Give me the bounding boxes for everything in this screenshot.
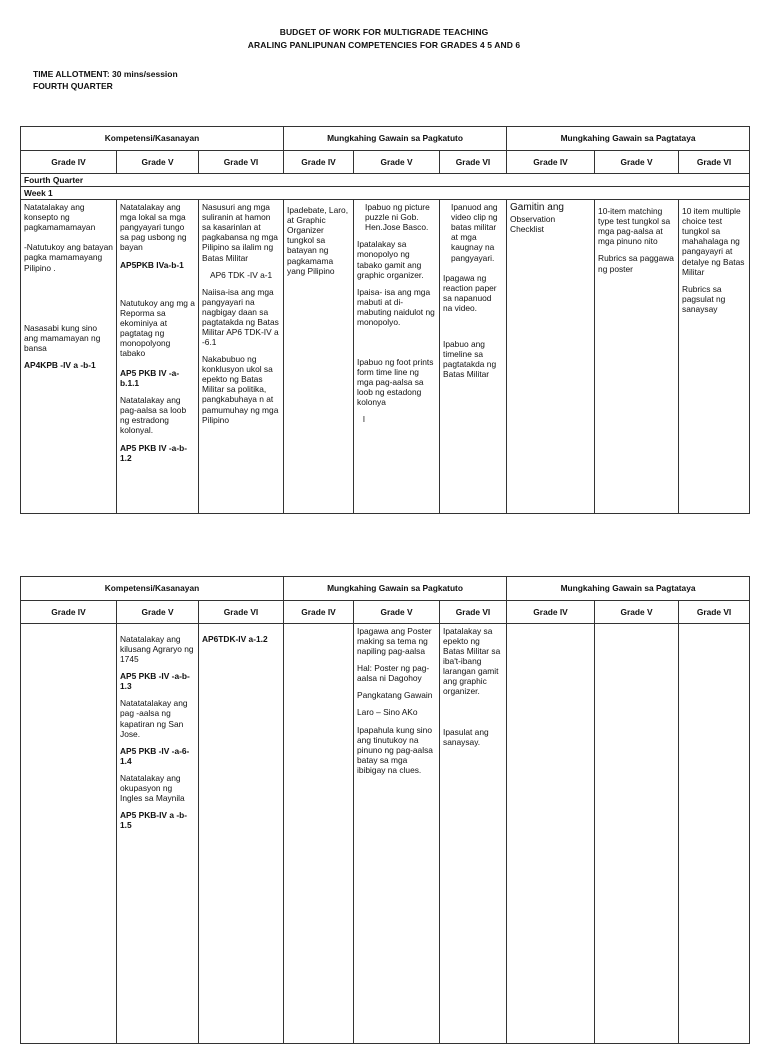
header-pagkatuto: Mungkahing Gawain sa Pagkatuto [284, 127, 507, 151]
header-pagtataya: Mungkahing Gawain sa Pagtataya [507, 127, 750, 151]
cell-text: Ipagawa ng reaction paper sa napanuod na video. [443, 272, 497, 313]
cell-kompetensi-g6 [199, 624, 284, 1044]
cell-text: Nakabubuo ng konklusyon ukol sa epekto ng Batas Militar sa politika, pangkabuhaya n at pamumuhay ng mga Pilipino [202, 354, 279, 425]
cell-kompetensi-g5 [117, 200, 199, 514]
competency-code: AP5 PKB -IV -a-6-1.4 [120, 745, 190, 766]
week-row: Week 1 [21, 187, 750, 200]
cell-text: Ipatalakay sa monopolyo ng tabako gamit ang graphic organizer. [357, 239, 424, 280]
cell-pagkatuto-g4 [284, 624, 354, 1044]
cell-text: Naiisa-isa ang mga pangyayari na nagbigay daan sa pagtatakda ng Batas Militar AP6 TDK-IV a -6.1 [202, 286, 279, 348]
grade-header: Grade V [595, 601, 679, 624]
cell-text: Natatalakay ang konsepto ng pagkamamamayan [24, 202, 96, 233]
grade-header: Grade VI [199, 151, 284, 174]
header-kompetensi: Kompetensi/Kasanayan [21, 127, 284, 151]
header-pagtataya: Mungkahing Gawain sa Pagtataya [507, 577, 750, 601]
grade-header: Grade V [117, 601, 199, 624]
competency-code: AP5 PKB IV -a-b.1.1 [120, 368, 180, 389]
grade-header: Grade V [117, 151, 199, 174]
competency-code: AP4KPB -IV a -b-1 [24, 359, 96, 370]
cell-pagtataya-g6 [679, 200, 750, 514]
cell-text: Natutukoy ang mg a Reporma sa ekominiya at pagtatag ng monopolyong tabako [120, 297, 195, 359]
competency-code: AP5 PKB -IV -a-b-1.3 [120, 671, 190, 692]
grade-header: Grade V [595, 151, 679, 174]
cell-kompetensi-g4 [21, 624, 117, 1044]
cell-text: 10 item multiple choice test tungkol sa mahahalaga ng pangayayri at detalye ng Batas Militar [682, 206, 745, 277]
cell-pagkatuto-g4 [284, 200, 354, 514]
cell-pagtataya-g4 [507, 624, 595, 1044]
cell-kompetensi-g5 [117, 624, 199, 1044]
budget-table-page2 [20, 576, 750, 1044]
cell-text: Ipasulat ang sanaysay. [443, 726, 489, 747]
cell-text: Laro – Sino AKo [357, 707, 418, 718]
cell-text: Ipadebate, Laro, at Graphic Organizer tungkol sa batayan ng pagkamama yang Pilipino [287, 205, 349, 276]
cell-text: -Natutukoy ang batayan pagka mamamayang Pilipino . [24, 242, 113, 273]
cell-text: Hal: Poster ng pag-aalsa ni Dagohoy [357, 663, 430, 684]
cell-text: Pangkatang Gawain [357, 690, 433, 701]
cell-text: Ipabuo ang timeline sa pagtatakda ng Batas Militar [443, 338, 497, 380]
grade-header: Grade V [354, 151, 440, 174]
document-title-line1: BUDGET OF WORK FOR MULTIGRADE TEACHING [279, 27, 489, 37]
grade-header: Grade IV [284, 601, 354, 624]
cell-pagkatuto-g6 [440, 200, 507, 514]
competency-code: AP5 PKB IV -a-b-1.2 [120, 442, 188, 463]
cell-text: l [363, 414, 365, 425]
grade-header: Grade IV [284, 151, 354, 174]
cell-text: Natatalakay ang okupasyon ng Ingles sa Maynila [120, 772, 185, 804]
competency-code: AP5 PKB-IV a -b-1.5 [120, 810, 188, 831]
cell-pagkatuto-g5 [354, 200, 440, 514]
cell-text: Natatalakay ang mga lokal sa mga pangyayari tungo sa pag usbong ng bayan [120, 202, 187, 253]
cell-kompetensi-g6 [199, 200, 284, 514]
time-allotment: TIME ALLOTMENT: 30 mins/session [33, 69, 178, 79]
grade-header: Grade IV [21, 601, 117, 624]
cell-text: Ipabuo ng picture puzzle ni Gob. Hen.Jose Basco. [365, 202, 430, 233]
cell-pagtataya-g4 [507, 200, 595, 514]
cell-text: Observation Checklist [510, 214, 556, 235]
competency-code: AP6 TDK -IV a-1 [210, 269, 273, 280]
quarter-label: FOURTH QUARTER [33, 81, 113, 91]
competency-code: AP5PKB IVa-b-1 [120, 259, 184, 270]
cell-text: Rubrics sa paggawa ng poster [598, 253, 674, 274]
grade-header: Grade IV [507, 601, 595, 624]
cell-pagkatuto-g5 [354, 624, 440, 1044]
cell-text: Ipagawa ang Poster making sa tema ng napiling pag-aalsa [357, 626, 432, 657]
grade-header: Grade IV [21, 151, 117, 174]
cell-text: Nasusuri ang mga suliranin at hamon sa kasarinlan at pagkabansa ng mga Pilipino sa ilalim ng Batas Militar [202, 202, 278, 263]
cell-text: Ipaisa- isa ang mga mabuti at di-mabuting naidulot ng monopolyo. [357, 286, 435, 327]
cell-kompetensi-g4 [21, 200, 117, 514]
cell-text: 10-item matching type test tungkol sa mga pag-aalsa at mga pinuno nito [598, 206, 671, 247]
budget-table-page1 [20, 126, 750, 514]
table-row [21, 200, 750, 514]
section-row: Fourth Quarter [21, 174, 750, 187]
cell-pagtataya-g5 [595, 200, 679, 514]
cell-text: Gamitin ang [510, 202, 564, 214]
cell-text: Natatalakay ang kilusang Agraryo ng 1745 [120, 634, 194, 665]
grade-header: Grade VI [440, 151, 507, 174]
header-pagkatuto: Mungkahing Gawain sa Pagkatuto [284, 577, 507, 601]
header-kompetensi: Kompetensi/Kasanayan [21, 577, 284, 601]
cell-pagtataya-g5 [595, 624, 679, 1044]
cell-text: Nasasabi kung sino ang mamamayan ng bansa [24, 322, 101, 353]
cell-text: Natatalakay ang pag-aalsa sa loob ng estradong kolonyal. [120, 395, 187, 436]
grade-header: Grade VI [199, 601, 284, 624]
cell-text: Ipabuo ng foot prints form time line ng mga pag-aalsa sa loob ng estadong kolonya [357, 357, 434, 408]
document-title-line2: ARALING PANLIPUNAN COMPETENCIES FOR GRADES 4 5 AND 6 [247, 40, 521, 50]
cell-text: Natatatalakay ang pag -aalsa ng kapatiran ng San Jose. [120, 698, 188, 739]
grade-header: Grade VI [679, 151, 750, 174]
grade-header: Grade IV [507, 151, 595, 174]
cell-text: Ipapahula kung sino ang tinutukoy na pinuno ng pag-aalsa batay sa mga ibibigay na clues. [357, 724, 433, 775]
competency-code: AP6TDK-IV a-1.2 [202, 634, 268, 644]
cell-text: Ipatalakay sa epekto ng Batas Militar sa iba't-ibang larangan gamit ang graphic organizer. [443, 626, 501, 697]
grade-header: Grade V [354, 601, 440, 624]
cell-pagkatuto-g6 [440, 624, 507, 1044]
grade-header: Grade VI [440, 601, 507, 624]
cell-pagtataya-g6 [679, 624, 750, 1044]
cell-text: Rubrics sa pagsulat ng sanaysay [682, 283, 726, 314]
cell-text: Ipanuod ang video clip ng batas militar at mga kaugnay na pangyayari. [451, 202, 498, 263]
table-row [21, 624, 750, 1044]
grade-header: Grade VI [679, 601, 750, 624]
